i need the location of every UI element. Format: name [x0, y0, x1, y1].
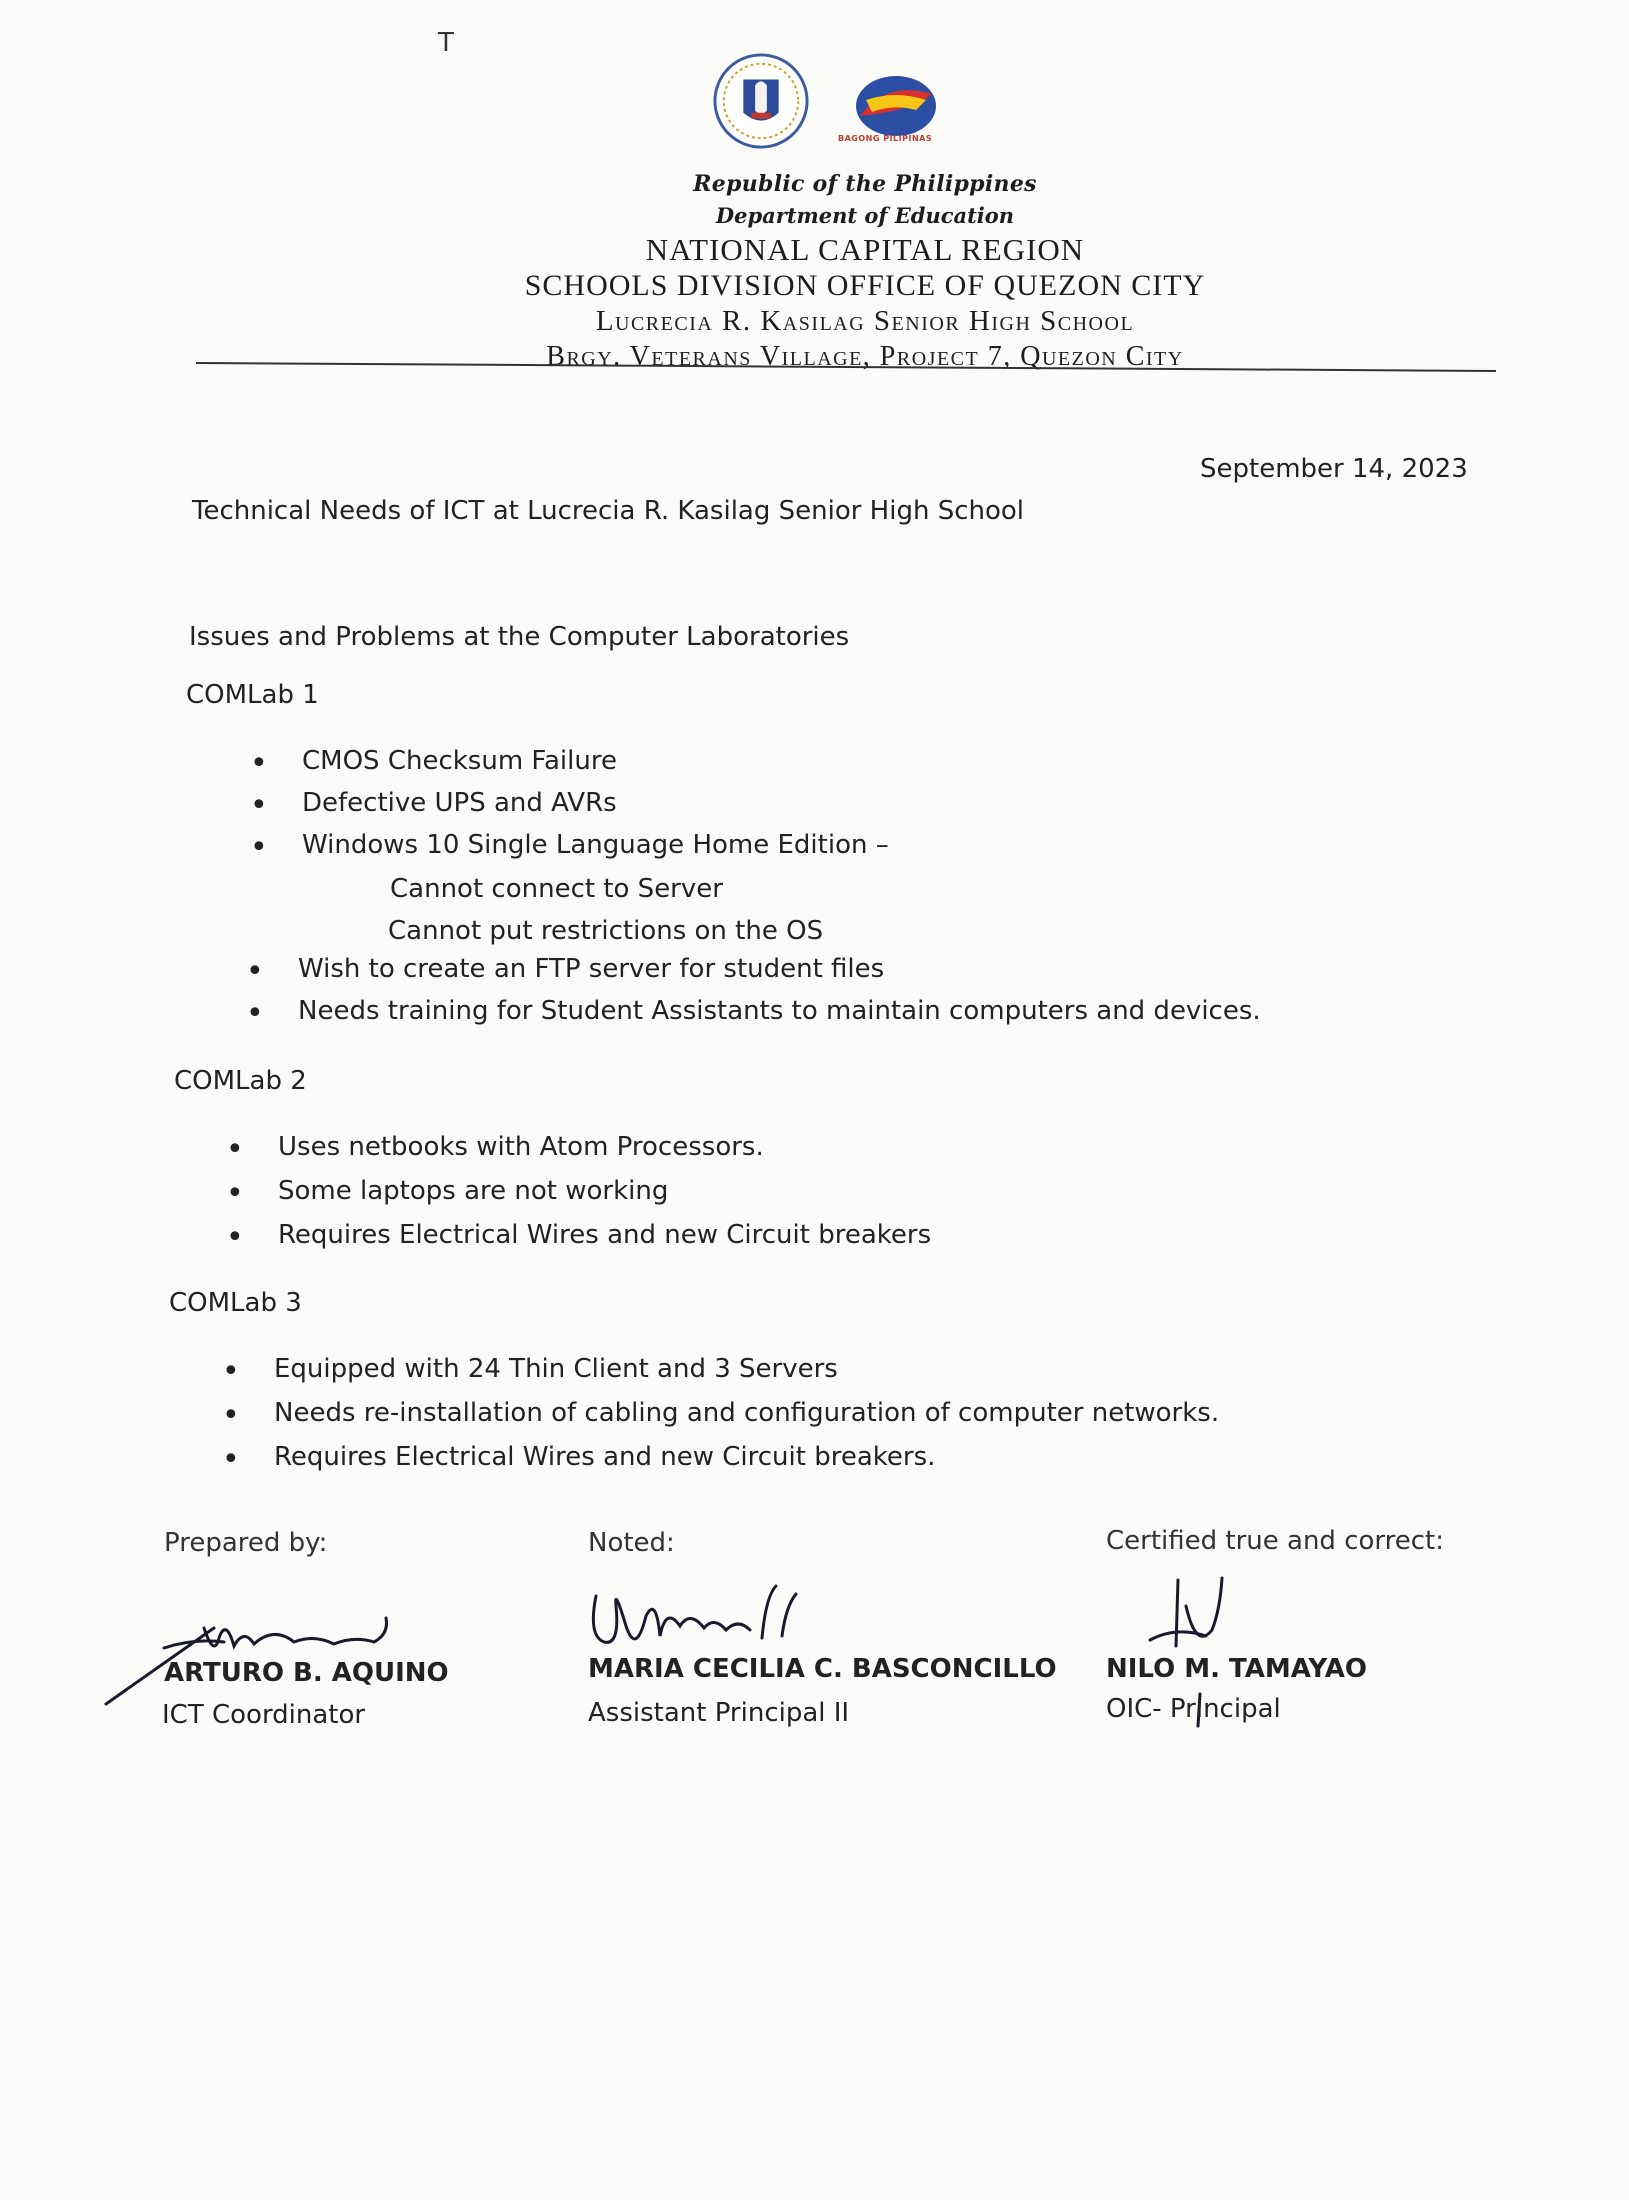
signatory-name: NILO M. TAMAYAO: [1106, 1654, 1367, 1684]
document-date: September 14, 2023: [1200, 454, 1468, 484]
list-item: • Requires Electrical Wires and new Circuit breakers.: [274, 1442, 1219, 1486]
bagong-pilipinas-caption: BAGONG PILIPINAS: [838, 134, 933, 143]
lab-2-items: [278, 1132, 931, 1264]
list-item: • Needs training for Student Assistants to maintain computers and devices.: [298, 996, 1261, 1038]
letterhead-department: Department of Education: [715, 203, 1015, 228]
letterhead-republic: Republic of the Philippines: [693, 171, 1037, 197]
lab-1-title: COMLab 1: [186, 680, 319, 710]
signatory-label: Noted:: [588, 1528, 675, 1558]
signatory-position: ICT Coordinator: [162, 1700, 366, 1730]
list-item: • Needs re-installation of cabling and configuration of computer networks.: [274, 1398, 1219, 1442]
list-item: • Requires Electrical Wires and new Circuit breakers: [278, 1220, 931, 1264]
lab-3-title: COMLab 3: [169, 1288, 302, 1318]
signatory-certified: [1106, 1526, 1526, 1746]
list-item: • Wish to create an FTP server for student files: [298, 954, 1261, 996]
lab-1-sub-item: Cannot connect to Server: [390, 874, 723, 904]
lab-2-title: COMLab 2: [174, 1066, 307, 1096]
letterhead-address: Brgy. Veterans Village, Project 7, Quezon City: [546, 341, 1184, 372]
list-item: • Equipped with 24 Thin Client and 3 Servers: [274, 1354, 1219, 1398]
header-logos: [712, 52, 962, 152]
letterhead-division: SCHOOLS DIVISION OFFICE OF QUEZON CITY: [524, 269, 1206, 302]
signatory-name: ARTURO B. AQUINO: [164, 1658, 449, 1688]
signatory-label: Prepared by:: [164, 1528, 328, 1558]
list-item: • Uses netbooks with Atom Processors.: [278, 1132, 931, 1176]
signatory-name: MARIA CECILIA C. BASCONCILLO: [588, 1654, 1057, 1684]
lab-1-sub-item: Cannot put restrictions on the OS: [388, 916, 824, 946]
lab-3-items: [274, 1354, 1219, 1486]
signatory-position: OIC- Principal: [1106, 1694, 1281, 1724]
deped-seal-logo: [712, 52, 810, 150]
signatory-prepared: [164, 1528, 524, 1748]
list-item: • Windows 10 Single Language Home Edition –: [302, 830, 1265, 954]
list-item: • CMOS Checksum Failure: [302, 746, 1265, 788]
letterhead: [300, 168, 1430, 375]
signatory-noted: [588, 1528, 1057, 1748]
document-subject: Technical Needs of ICT at Lucrecia R. Kasilag Senior High School: [192, 496, 1025, 526]
section-title: Issues and Problems at the Computer Laboratories: [189, 622, 850, 652]
signatory-label: Certified true and correct:: [1106, 1526, 1444, 1556]
list-item: • Defective UPS and AVRs: [302, 788, 1265, 830]
stray-mark: T: [438, 28, 454, 58]
letterhead-school: Lucrecia R. Kasilag Senior High School: [595, 305, 1135, 337]
letterhead-region: NATIONAL CAPITAL REGION: [645, 232, 1085, 267]
signatory-position: Assistant Principal II: [588, 1698, 850, 1728]
list-item: • Some laptops are not working: [278, 1176, 931, 1220]
handwritten-signature: [104, 1598, 424, 1708]
